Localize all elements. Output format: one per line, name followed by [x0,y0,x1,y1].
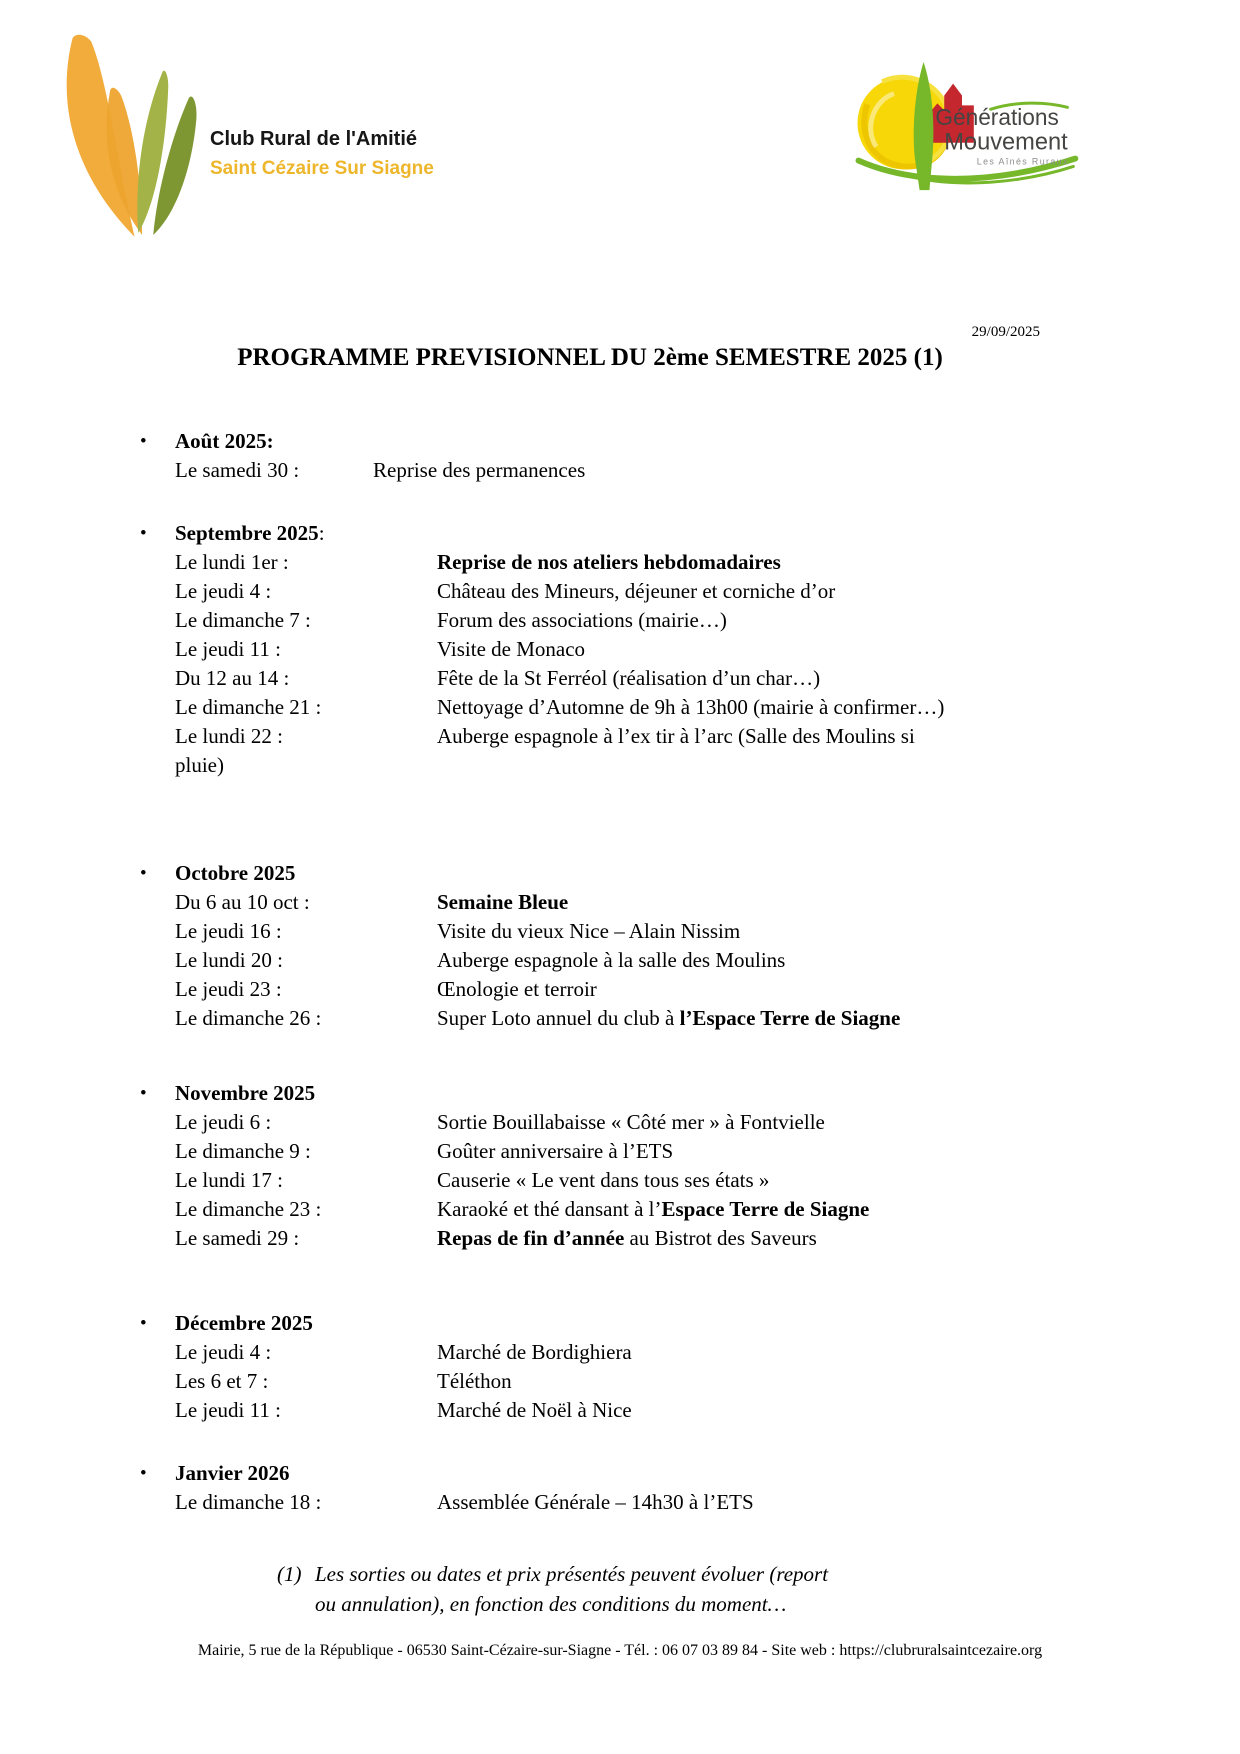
schedule-row [175,722,1040,751]
text-segment: Œnologie et terroir [437,977,597,1001]
row-date: Le lundi 20 : [175,948,283,972]
month-heading [140,1079,1040,1108]
text-segment: Reprise de nos ateliers hebdomadaires [437,550,781,574]
text-segment: Sortie Bouillabaisse « Côté mer » à Fontvielle [437,1110,825,1134]
row-date: Le dimanche 23 : [175,1197,322,1221]
row-description [437,693,944,722]
month-section [140,1309,1040,1425]
text-segment: Marché de Noël à Nice [437,1398,632,1422]
text-segment: Téléthon [437,1369,512,1393]
row-date: Le jeudi 6 : [175,1110,272,1134]
row-date: Le jeudi 11 : [175,637,281,661]
row-description [437,1338,632,1367]
row-date: Le lundi 17 : [175,1168,283,1192]
row-description [437,548,781,577]
schedule-row [175,606,1040,635]
row-description [437,1137,673,1166]
document-title: PROGRAMME PREVISIONNEL DU 2ème SEMESTRE 2025 (1) [237,344,943,371]
header [0,0,1240,245]
text-segment: Reprise des permanences [373,458,586,482]
row-date: Le dimanche 18 : [175,1490,322,1514]
row-date: Le jeudi 16 : [175,919,282,943]
month-heading [140,1459,1040,1488]
schedule-row [175,888,1040,917]
club-town: Saint Cézaire Sur Siagne [210,158,434,179]
schedule-row [175,1224,1040,1253]
row-date: Du 12 au 14 : [175,666,290,690]
row-description [437,1108,825,1137]
row-date: Du 6 au 10 oct : [175,890,310,914]
text-segment: Causerie « Le vent dans tous ses états » [437,1168,770,1192]
bullet-icon: • [140,1463,147,1484]
club-name: Club Rural de l'Amitié [210,128,418,150]
month-label: Décembre 2025 [175,1311,313,1335]
schedule-row [175,577,1040,606]
month-heading [140,427,1040,456]
row-date: Le jeudi 23 : [175,977,282,1001]
text-segment: Espace Terre de Siagne [661,1197,870,1221]
month-section [140,1079,1040,1253]
row-date: Le samedi 30 : [175,458,300,482]
footnote-marker: (1) [277,1562,302,1586]
text-segment: au Bistrot des Saveurs [624,1226,817,1250]
bullet-icon: • [140,1313,147,1334]
text-segment: Visite de Monaco [437,637,586,661]
club-rural-logo [52,28,472,245]
month-heading [140,859,1040,888]
schedule-row [175,1108,1040,1137]
row-date: Le lundi 1er : [175,550,289,574]
row-date: Les 6 et 7 : [175,1369,269,1393]
row-description [437,1224,817,1253]
month-label: Août 2025: [175,429,274,453]
row-date: Le dimanche 9 : [175,1139,311,1163]
text-segment: Auberge espagnole à la salle des Moulins [437,948,786,972]
row-description [437,1367,512,1396]
text-segment: Super Loto annuel du club à [437,1006,680,1030]
club-logo-text [210,128,434,180]
text-segment: Marché de Bordighiera [437,1340,632,1364]
row-date: Le lundi 22 : [175,724,283,748]
row-date: Le jeudi 11 : [175,1398,281,1422]
schedule-row [175,1137,1040,1166]
month-label: Septembre 2025 [175,521,319,545]
row-date: Le jeudi 4 : [175,579,272,603]
row-description [437,577,835,606]
schedule-row [175,1396,1040,1425]
bullet-icon: • [140,523,147,544]
row-description [437,917,740,946]
row-date: Le dimanche 7 : [175,608,311,632]
schedule-row [175,664,1040,693]
bullet-icon: • [140,863,147,884]
generations-mouvement-logo [842,60,1080,198]
text-segment: Karaoké et thé dansant à l’ [437,1197,662,1221]
schedule-sections [140,427,1040,1517]
schedule-row [175,548,1040,577]
schedule-row [175,1195,1040,1224]
row-date: Le dimanche 21 : [175,695,322,719]
month-section [140,427,1040,485]
text-segment: l’Espace Terre de Siagne [679,1006,901,1030]
gm-wordmark-line1: Générations [935,104,1059,131]
month-heading [140,1309,1040,1338]
schedule-row [175,1488,1040,1517]
footnote [277,1559,840,1619]
schedule-row [175,917,1040,946]
text-segment: Repas de fin d’année [437,1226,625,1250]
month-label: Novembre 2025 [175,1081,316,1105]
footnote-text: Les sorties ou dates et prix présentés peuvent évoluer (report ou annulation), en fonction des conditions du moment… [315,1562,829,1616]
text-segment: Fête de la St Ferréol (réalisation d’un char…) [437,666,821,690]
row-date: Le dimanche 26 : [175,1006,322,1030]
row-description [437,888,568,917]
text-segment: Nettoyage d’Automne de 9h à 13h00 (mairie à confirmer…) [437,695,945,719]
text-segment: Goûter anniversaire à l’ETS [437,1139,674,1163]
row-description [437,1166,769,1195]
row-description [437,664,820,693]
row-description [437,946,785,975]
row-description [437,722,915,751]
text-segment: Visite du vieux Nice – Alain Nissim [437,919,741,943]
row-description [437,635,585,664]
month-section [140,519,1040,780]
schedule-row [175,1367,1040,1396]
gm-tagline: Les Aînés Ruraux [976,156,1069,167]
row-description [373,456,585,485]
month-section [140,1459,1040,1517]
bullet-icon: • [140,1083,147,1104]
row-description [437,1396,632,1425]
row-date: Le jeudi 4 : [175,1340,272,1364]
bullet-icon: • [140,431,147,452]
schedule-row [175,975,1040,1004]
schedule-row [175,946,1040,975]
footer-contact-line: Mairie, 5 rue de la République - 06530 Saint-Cézaire-sur-Siagne - Tél. : 06 07 03 89 84 - Site web : https://clubruralsaintcezaire.org [197,1642,1043,1659]
gm-wordmark-line2: Mouvement [944,129,1068,156]
schedule-row [175,1004,1040,1033]
month-label: Octobre 2025 [175,861,296,885]
schedule-row [175,1166,1040,1195]
text-segment: Assemblée Générale – 14h30 à l’ETS [437,1490,754,1514]
row-description [437,1004,900,1033]
text-segment: Auberge espagnole à l’ex tir à l’arc (Salle des Moulins si [437,724,915,748]
row-description [437,1195,869,1224]
leaves-icon [52,28,202,243]
month-section [140,859,1040,1033]
schedule-row [175,1338,1040,1367]
text-segment: Château des Mineurs, déjeuner et corniche d’or [437,579,836,603]
month-heading [140,519,1040,548]
row-date: Le samedi 29 : [175,1226,300,1250]
text-segment: Semaine Bleue [437,890,569,914]
month-label: Janvier 2026 [175,1461,290,1485]
row-description [437,1488,754,1517]
row-description [437,606,727,635]
schedule-row [175,693,1040,722]
schedule-row [175,456,1040,485]
row-description [437,975,597,1004]
month-suffix: : [318,521,325,545]
document-date: 29/09/2025 [971,324,1040,340]
schedule-row [175,635,1040,664]
text-segment: Forum des associations (mairie…) [437,608,727,632]
row-continuation: pluie) [175,753,224,777]
generations-mouvement-icon [842,60,1080,198]
